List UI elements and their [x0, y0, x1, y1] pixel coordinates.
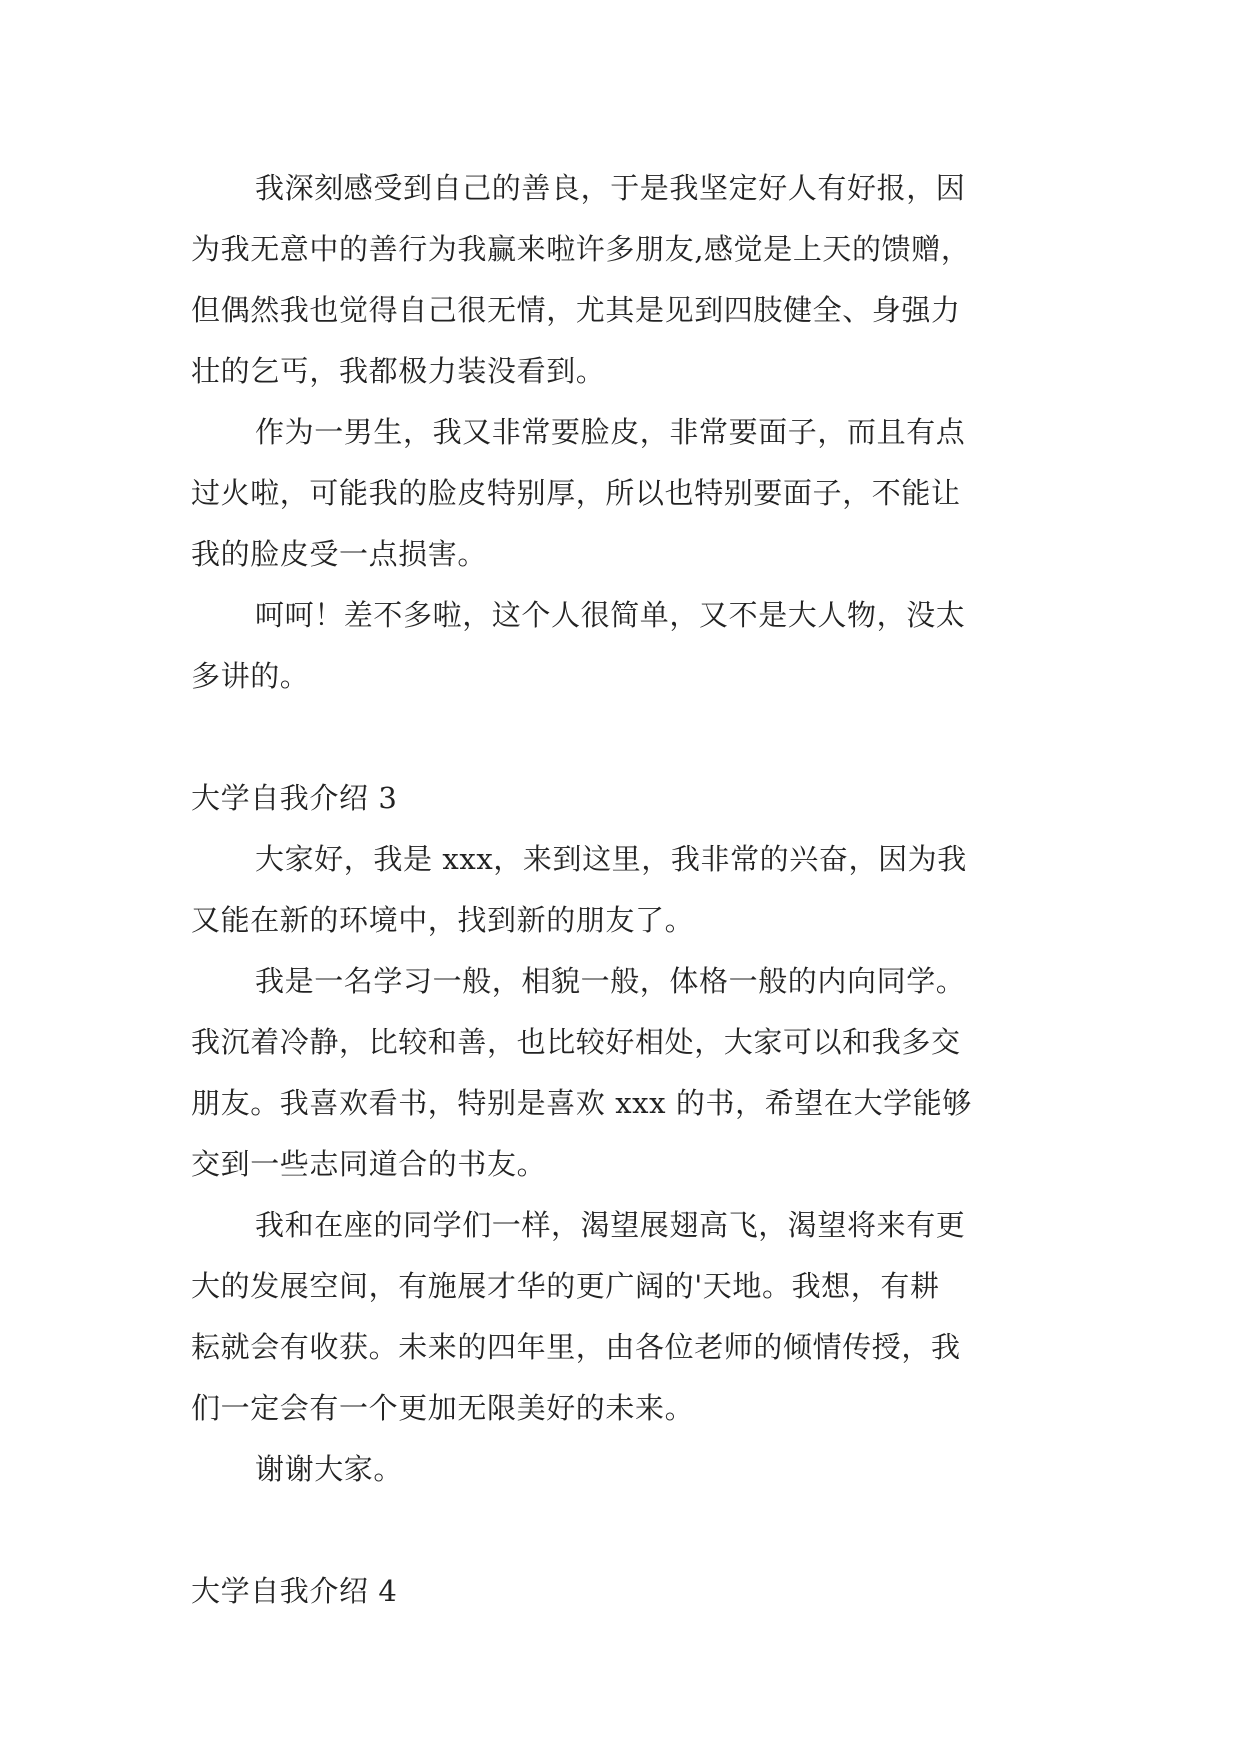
- paragraph-2-line-2: 过火啦，可能我的脸皮特别厚，所以也特别要面子，不能让: [191, 476, 961, 510]
- section-3-paragraph-2-line-3: 朋友。我喜欢看书，特别是喜欢 xxx 的书，希望在大学能够: [191, 1086, 972, 1120]
- section-3-paragraph-2-line-2: 我沉着冷静，比较和善，也比较好相处，大家可以和我多交: [191, 1025, 961, 1059]
- section-3-paragraph-3-line-1: 我和在座的同学们一样，渴望展翅高飞，渴望将来有更: [255, 1208, 966, 1242]
- paragraph-1-line-1: 我深刻感受到自己的善良，于是我坚定好人有好报，因: [255, 171, 966, 205]
- section-3-heading: 大学自我介绍 3: [191, 781, 398, 815]
- section-3-paragraph-3-line-2: 大的发展空间，有施展才华的更广阔的'天地。我想，有耕: [191, 1269, 940, 1303]
- section-3-paragraph-4-line-1: 谢谢大家。: [255, 1452, 404, 1486]
- paragraph-1-line-3: 但偶然我也觉得自己很无情，尤其是见到四肢健全、身强力: [191, 293, 961, 327]
- paragraph-3-line-2: 多讲的。: [191, 659, 310, 693]
- section-4-heading: 大学自我介绍 4: [191, 1574, 398, 1608]
- section-3-paragraph-2-line-4: 交到一些志同道合的书友。: [191, 1147, 547, 1181]
- paragraph-2-line-3: 我的脸皮受一点损害。: [191, 537, 488, 571]
- section-3-paragraph-2-line-1: 我是一名学习一般，相貌一般，体格一般的内向同学。: [255, 964, 966, 998]
- paragraph-2-line-1: 作为一男生，我又非常要脸皮，非常要面子，而且有点: [255, 415, 966, 449]
- paragraph-3-line-1: 呵呵！差不多啦，这个人很简单，又不是大人物，没太: [255, 598, 966, 632]
- paragraph-1-line-2: 为我无意中的善行为我赢来啦许多朋友,感觉是上天的馈赠，: [191, 232, 971, 266]
- section-3-paragraph-1-line-1: 大家好，我是 xxx，来到这里，我非常的兴奋，因为我: [255, 842, 967, 876]
- section-3-paragraph-3-line-3: 耘就会有收获。未来的四年里，由各位老师的倾情传授，我: [191, 1330, 961, 1364]
- section-3-paragraph-1-line-2: 又能在新的环境中，找到新的朋友了。: [191, 903, 695, 937]
- section-3-paragraph-3-line-4: 们一定会有一个更加无限美好的未来。: [191, 1391, 695, 1425]
- paragraph-1-line-4: 壮的乞丐，我都极力装没看到。: [191, 354, 606, 388]
